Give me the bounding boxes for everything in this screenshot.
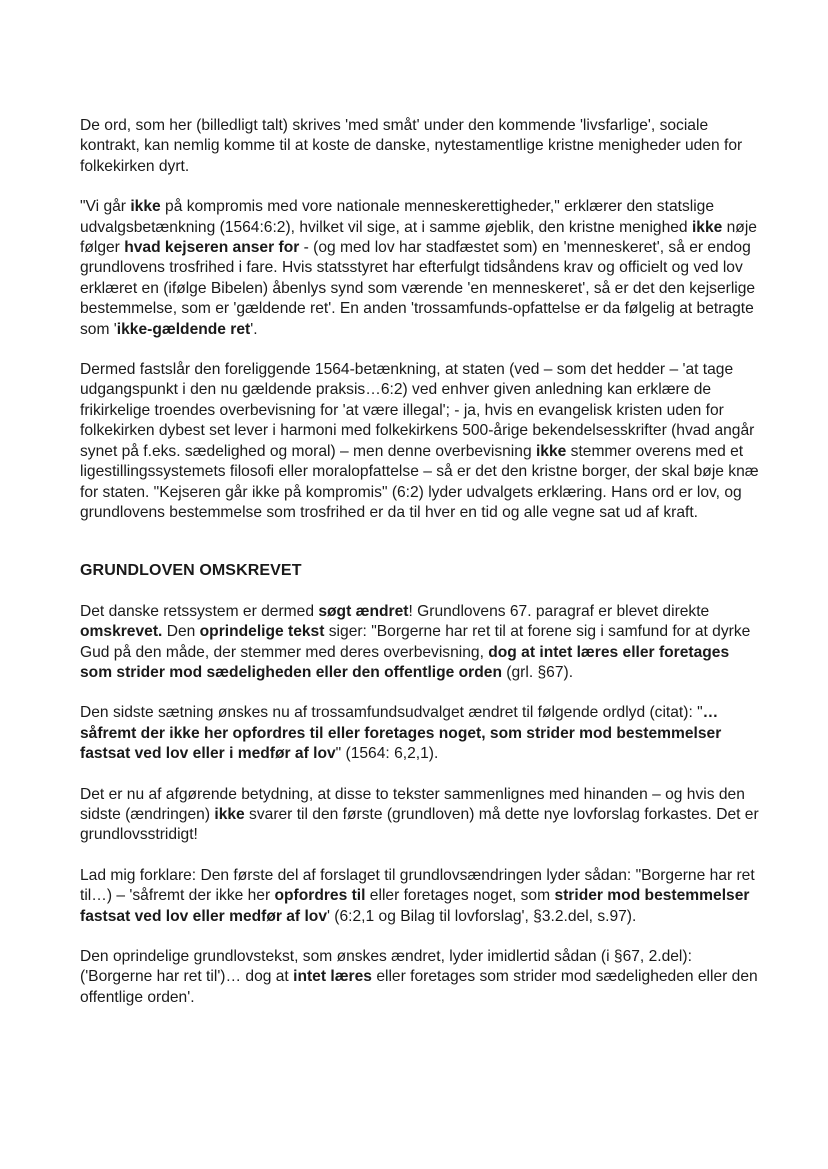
bold-text: …såfremt der ikke her opfordres til eller foretages noget, som strider mod bestemmelser fastsat ved lov eller i medfør af lov xyxy=(80,704,722,763)
text-run: (grl. §67). xyxy=(501,663,574,681)
text-run: '. xyxy=(250,320,258,338)
intro-section xyxy=(80,116,760,523)
bold-text: ikke xyxy=(691,218,723,236)
text-run: Den oprindelige grundlovstekst, som ønskes ændret, lyder imidlertid sådan (i §67, 2.del): ('Borgerne har ret til')… dog at xyxy=(80,948,692,986)
text-run: siger: "Borgerne har ret til at forene sig i samfund for at dyrke Gud på den måde, der stemmer med deres overbevisning, xyxy=(80,623,751,661)
text-run: Lad mig forklare: Den første del af forslaget til grundlovsændringen lyder sådan: "Borgerne har ret til…) – 'såfremt der ikke her xyxy=(80,866,755,905)
text-run: Den xyxy=(162,623,200,641)
paragraph xyxy=(80,602,760,684)
paragraph xyxy=(80,360,760,523)
document-body xyxy=(80,116,760,1028)
bold-text: dog at intet læres eller foretages som strider mod sædeligheden eller den offentlige orden xyxy=(80,643,730,681)
bold-text: søgt ændret xyxy=(318,602,409,620)
paragraph xyxy=(80,947,760,1008)
bold-text: omskrevet. xyxy=(80,623,163,641)
bold-text: opfordres til xyxy=(274,887,366,905)
grundloven-section xyxy=(80,602,760,1009)
text-run: nøje følger xyxy=(80,218,757,257)
paragraph xyxy=(80,197,760,340)
text-run: svarer til den første (grundloven) må dette nye lovforslag forkastes. Det er grundlovsstridigt! xyxy=(80,805,759,844)
text-run: "Vi går xyxy=(80,198,131,216)
text-run: ' (6:2,1 og Bilag til lovforslag', §3.2.del, s.97). xyxy=(327,907,637,925)
bold-text: ikke xyxy=(535,442,567,460)
paragraph xyxy=(80,866,760,927)
text-run: Dermed fastslår den foreliggende 1564-betænkning, at staten (ved – som det hedder – 'at tage udgangspunkt i den nu gældende praksis…6:2) ved enhver given anledning kan erklære de frikirkelige troendes overbevisning for 'at være illegal'; - ja, hvis en evangelisk kristen uden for folkekirken dybest set lever i harmoni med folkekirkens 500-årige bekendelsesskrifter (hvad angår synet på f.eks. sædelighed og moral) – men denne overbevisning xyxy=(80,361,755,460)
section-heading: GRUNDLOVEN OMSKREVET xyxy=(80,562,302,580)
bold-text: ikke xyxy=(130,198,161,216)
text-run: De ord, som her (billedligt talt) skrives 'med småt' under den kommende 'livsfarlige', sociale kontrakt, kan nemlig komme til at koste de danske, nytestamentlige kristne menigheder uden for folkekirken dyrt. xyxy=(80,117,743,175)
bold-text: ikke xyxy=(214,805,245,823)
bold-text: intet læres xyxy=(293,968,372,986)
bold-text: oprindelige tekst xyxy=(199,623,325,641)
paragraph xyxy=(80,703,760,764)
text-run: Det er nu af afgørende betydning, at disse to tekster sammenlignes med hinanden – og hvis den sidste (ændringen) xyxy=(80,785,745,823)
text-run: stemmer overens med et ligestillingssystemets filosofi eller moralopfattelse – så er det den kristne borger, der skal bøje knæ for staten. "Kejseren går ikke på kompromis" (6:2) lyder udvalgets erklæring. Hans ord er lov, og grundlovens bestemmelse som trosfrihed er da til hver en tid og alle vegne sat ud af kraft. xyxy=(80,442,759,521)
text-run: " (1564: 6,2,1). xyxy=(335,745,439,763)
text-run: Det danske retssystem er dermed xyxy=(80,602,319,620)
text-run: på kompromis med vore nationale menneskerettigheder," erklærer den statslige udvalgsbetænkning (1564:6:2), hvilket vil sige, at i samme øjeblik, den kristne menighed xyxy=(80,198,715,236)
text-run: eller foretages noget, som xyxy=(365,887,555,905)
paragraph xyxy=(80,785,760,846)
paragraph xyxy=(80,116,760,177)
text-run: - (og med lov har stadfæstet som) en 'menneskeret', så er endog grundlovens trosfrihed i fare. Hvis statsstyret har efterfulgt tidsåndens krav og officielt og ved lov erklæret en (ifølge Bibelen) åbenlys synd som værende 'en menneskeret', så er det den kejserlige bestemmelse, som er 'gældende ret'. En anden 'trossamfunds-opfattelse er da følgelig at betragte som ' xyxy=(80,239,756,338)
text-run: Den sidste sætning ønskes nu af trossamfundsudvalget ændret til følgende ordlyd (citat): " xyxy=(80,704,703,722)
text-run: eller foretages som strider mod sædeligheden eller den offentlige orden'. xyxy=(80,968,758,1006)
bold-text: strider mod bestemmelser fastsat ved lov eller medfør af lov xyxy=(80,887,750,925)
text-run: ! Grundlovens 67. paragraf er blevet direkte xyxy=(408,602,710,620)
bold-text: ikke-gældende ret xyxy=(116,320,251,338)
bold-text: hvad kejseren anser for xyxy=(124,239,300,257)
